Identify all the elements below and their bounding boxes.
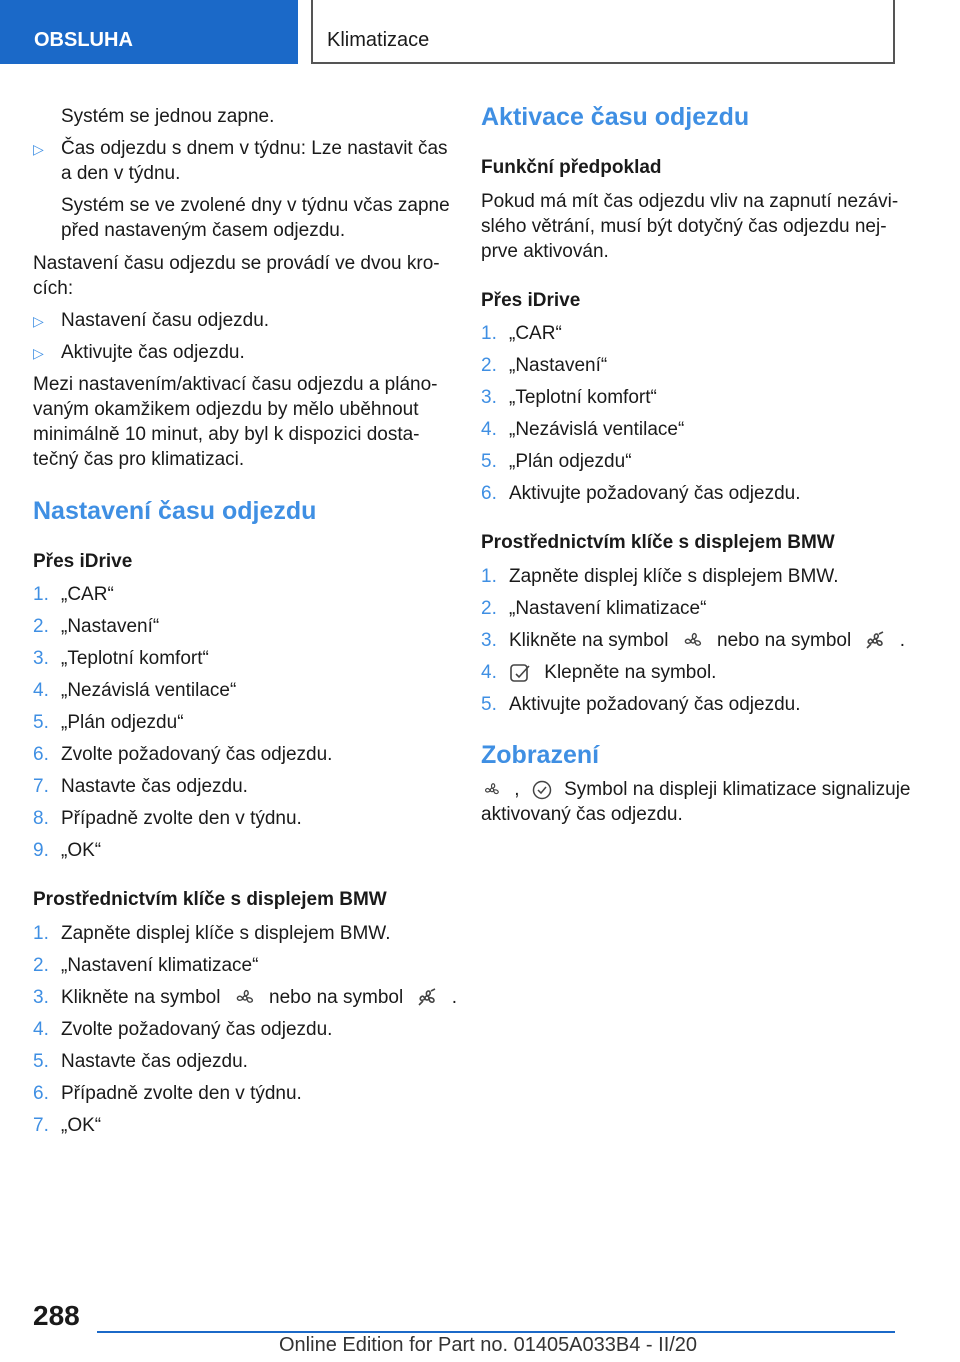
- step-text: „Nezávislá ventilace“: [509, 419, 685, 440]
- fan-timer-icon: [416, 987, 438, 1009]
- step-text: Nastavte čas odjezdu.: [61, 1051, 248, 1072]
- step-text: Zvolte požadovaný čas odjezdu.: [61, 744, 333, 765]
- paragraph-text: cích:: [33, 278, 74, 299]
- paragraph-text: Mezi nastavením/aktivací času odjezdu a pláno-: [33, 374, 438, 395]
- paragraph-text: minimálně 10 minut, aby byl k dispozici dosta-: [33, 424, 420, 445]
- step-text: „Nastavení klimatizace“: [61, 955, 259, 976]
- step-number: 9.: [33, 840, 49, 861]
- step-text: Nastavte čas odjezdu.: [61, 776, 248, 797]
- step-text: „OK“: [61, 1115, 102, 1136]
- step-number: 2.: [481, 598, 497, 619]
- step-number: 4.: [33, 680, 49, 701]
- edition-text: Online Edition for Part no. 01405A033B4 - II/20: [279, 1334, 698, 1356]
- step-text: „CAR“: [61, 584, 114, 605]
- subheading: Prostřednictvím klíče s displejem BMW: [33, 889, 387, 910]
- step-number: 5.: [33, 1051, 49, 1072]
- step-number: 4.: [481, 419, 497, 440]
- step-text: Aktivujte požadovaný čas odjezdu.: [509, 694, 801, 715]
- step-number: 3.: [481, 630, 497, 651]
- step-text: „Nezávislá ventilace“: [61, 680, 237, 701]
- step-text: [509, 628, 905, 654]
- bullet-text: Aktivujte čas odjezdu.: [61, 342, 245, 363]
- step-text: [61, 985, 457, 1011]
- step-number: 6.: [481, 483, 497, 504]
- step-text: Aktivujte požadovaný čas odjezdu.: [509, 483, 801, 504]
- step-number: 1.: [33, 584, 49, 605]
- paragraph-text: slého větrání, musí být dotyčný čas odjezdu nej-: [481, 216, 887, 237]
- step-text: Případně zvolte den v týdnu.: [61, 1083, 302, 1104]
- subheading: Prostřednictvím klíče s displejem BMW: [481, 532, 835, 553]
- section-label: OBSLUHA: [34, 29, 133, 51]
- step-number: 3.: [33, 987, 49, 1008]
- triangle-bullet-icon: ▷: [33, 313, 44, 329]
- step-number: 3.: [481, 387, 497, 408]
- separator: ,: [514, 779, 520, 800]
- section-heading: Nastavení času odjezdu: [33, 497, 317, 525]
- step-number: 6.: [33, 744, 49, 765]
- display-text-part: Symbol na displeji klimatizace signalizuje: [564, 779, 911, 800]
- step-number: 5.: [33, 712, 49, 733]
- step-text: Zapněte displej klíče s displejem BMW.: [61, 923, 391, 944]
- step-text: Zvolte požadovaný čas odjezdu.: [61, 1019, 333, 1040]
- step-number: 1.: [481, 566, 497, 587]
- fan-timer-icon: [864, 630, 886, 652]
- step-text: „Plán odjezdu“: [509, 451, 632, 472]
- page-number: 288: [33, 1300, 80, 1331]
- step-text-part: Klikněte na symbol: [61, 987, 221, 1008]
- step-text: „Nastavení“: [509, 355, 608, 376]
- step-text: Případně zvolte den v týdnu.: [61, 808, 302, 829]
- bullet-text: a den v týdnu.: [61, 163, 181, 184]
- step-text: „Teplotní komfort“: [509, 387, 657, 408]
- paragraph-text: tečný čas pro klimatizaci.: [33, 449, 245, 470]
- step-text: Zapněte displej klíče s displejem BMW.: [509, 566, 839, 587]
- triangle-bullet-icon: ▷: [33, 141, 44, 157]
- step-text: „Plán odjezdu“: [61, 712, 184, 733]
- step-number: 6.: [33, 1083, 49, 1104]
- step-text-part: nebo na symbol: [269, 987, 404, 1008]
- paragraph-text: Pokud má mít čas odjezdu vliv na zapnutí nezávi-: [481, 191, 899, 212]
- step-number: 3.: [33, 648, 49, 669]
- step-text: „CAR“: [509, 323, 562, 344]
- step-text-part: Klepněte na symbol.: [544, 662, 717, 683]
- step-number: 1.: [481, 323, 497, 344]
- bullet-subtext: před nastaveným časem odjezdu.: [61, 220, 346, 241]
- step-text: „OK“: [61, 840, 102, 861]
- fan-icon: [680, 630, 706, 652]
- subheading: Přes iDrive: [481, 290, 581, 311]
- step-number: 5.: [481, 451, 497, 472]
- step-text: „Teplotní komfort“: [61, 648, 209, 669]
- step-number: 2.: [33, 955, 49, 976]
- section-tab: [0, 0, 298, 64]
- triangle-bullet-icon: ▷: [33, 345, 44, 361]
- step-number: 1.: [33, 923, 49, 944]
- paragraph-text: Nastavení času odjezdu se provádí ve dvou kro-: [33, 253, 440, 274]
- fan-icon: [481, 779, 503, 801]
- step-text-part: nebo na symbol: [717, 630, 852, 651]
- bullet-text: Nastavení času odjezdu.: [61, 310, 270, 331]
- bullet-subtext: Systém se ve zvolené dny v týdnu včas zapne: [61, 195, 450, 216]
- display-text: [481, 777, 911, 803]
- step-number: 2.: [481, 355, 497, 376]
- paragraph-text: vaným okamžikem odjezdu by mělo uběhnout: [33, 399, 419, 420]
- step-text-part: .: [899, 630, 906, 651]
- subheading: Funkční předpoklad: [481, 157, 662, 178]
- section-heading: Aktivace času odjezdu: [481, 103, 750, 131]
- clock-icon: [531, 779, 553, 801]
- step-number: 7.: [33, 776, 49, 797]
- intro-text: Systém se jednou zapne.: [61, 106, 275, 127]
- paragraph-text: prve aktivován.: [481, 241, 609, 262]
- step-number: 4.: [481, 662, 497, 683]
- section-heading: Zobrazení: [481, 741, 600, 769]
- chapter-label: Klimatizace: [327, 29, 430, 51]
- checkbox-icon: [509, 662, 531, 684]
- bullet-text: Čas odjezdu s dnem v týdnu: Lze nastavit čas: [61, 138, 448, 159]
- step-text: „Nastavení“: [61, 616, 160, 637]
- step-number: 2.: [33, 616, 49, 637]
- step-number: 7.: [33, 1115, 49, 1136]
- step-number: 5.: [481, 694, 497, 715]
- subheading: Přes iDrive: [33, 551, 133, 572]
- chapter-tab: [311, 0, 895, 64]
- footer-divider: [97, 1331, 895, 1333]
- fan-icon: [232, 987, 258, 1009]
- step-text-part: .: [451, 987, 458, 1008]
- step-text-part: Klikněte na symbol: [509, 630, 669, 651]
- step-number: 4.: [33, 1019, 49, 1040]
- display-text: aktivovaný čas odjezdu.: [481, 804, 683, 825]
- step-text: „Nastavení klimatizace“: [509, 598, 707, 619]
- step-number: 8.: [33, 808, 49, 829]
- step-text: [509, 660, 716, 686]
